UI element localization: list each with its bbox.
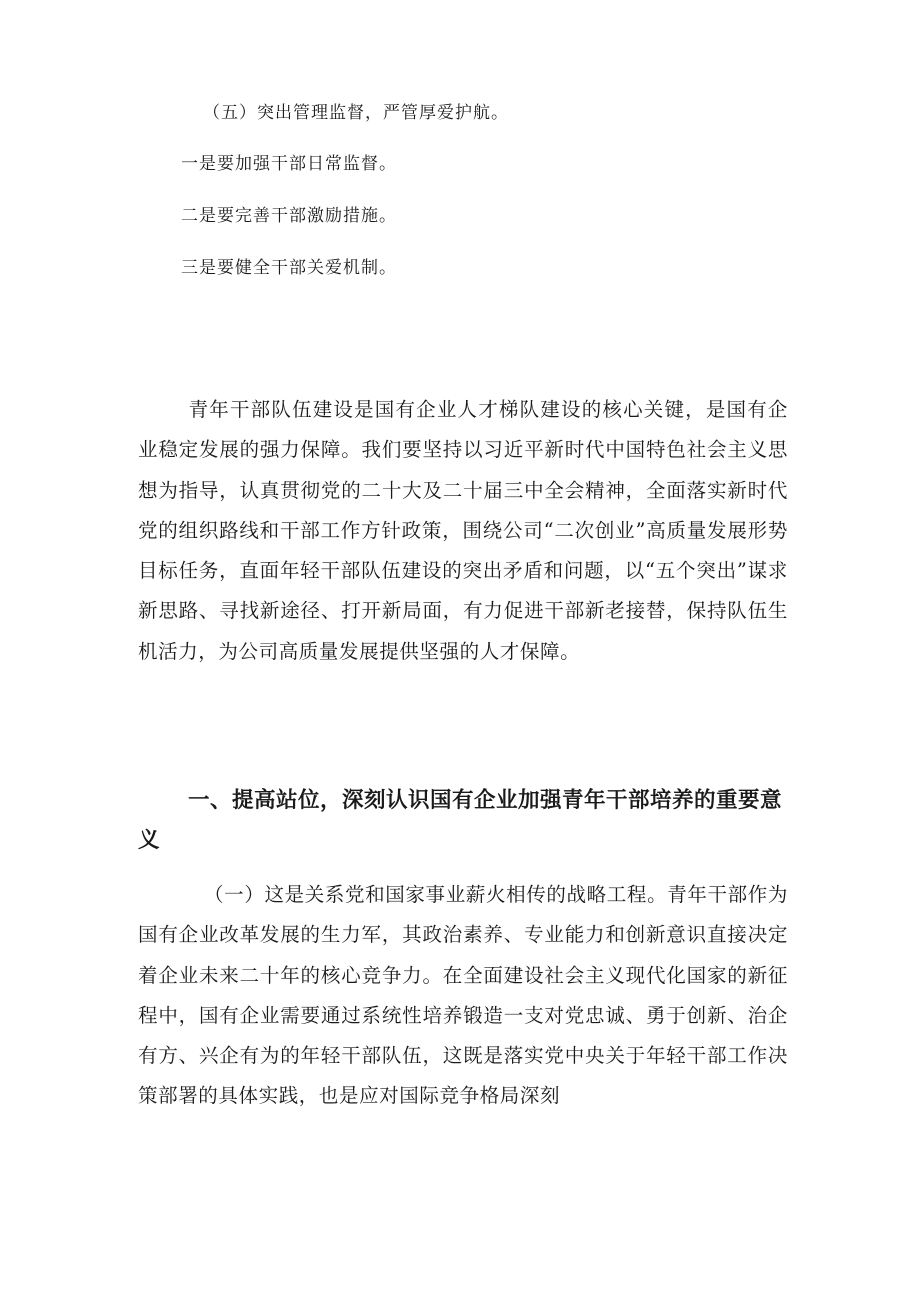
outline-item-2: 二是要完善干部激励措施。 [181, 206, 397, 226]
section-one-paragraph [138, 875, 788, 1117]
outline-item-1: 一是要加强干部日常监督。 [181, 154, 397, 174]
intro-paragraph [138, 390, 788, 672]
section-heading-one [138, 781, 790, 861]
section-heading-one-text: 一、提高站位，深刻认识国有企业加强青年干部培养的重要意义 [138, 788, 783, 853]
outline-section-title: （五）突出管理监督，严管厚爱护航。 [203, 103, 509, 123]
outline-item-3: 三是要健全干部关爱机制。 [181, 258, 397, 278]
intro-paragraph-text: 青年干部队伍建设是国有企业人才梯队建设的核心关键，是国有企业稳定发展的强力保障。我们要坚持以习近平新时代中国特色社会主义思想为指导，认真贯彻党的二十大及二十届三中全会精神，全面落实新时代党的组织路线和干部工作方针政策，围绕公司“二次创业”高质量发展形势目标任务，直面年轻干部队伍建设的突出矛盾和问题，以“五个突出”谋求新思路、寻找新途径、打开新局面，有力促进干部新老接替，保持队伍生机活力，为公司高质量发展提供坚强的人才保障。 [138, 398, 788, 663]
section-one-paragraph-text: （一）这是关系党和国家事业薪火相传的战略工程。青年干部作为国有企业改革发展的生力军，其政治素养、专业能力和创新意识直接决定着企业未来二十年的核心竞争力。在全面建设社会主义现代化国家的新征程中，国有企业需要通过系统性培养锻造一支对党忠诚、勇于创新、治企有方、兴企有为的年轻干部队伍，这既是落实党中央关于年轻干部工作决策部署的具体实践，也是应对国际竞争格局深刻 [138, 883, 788, 1108]
